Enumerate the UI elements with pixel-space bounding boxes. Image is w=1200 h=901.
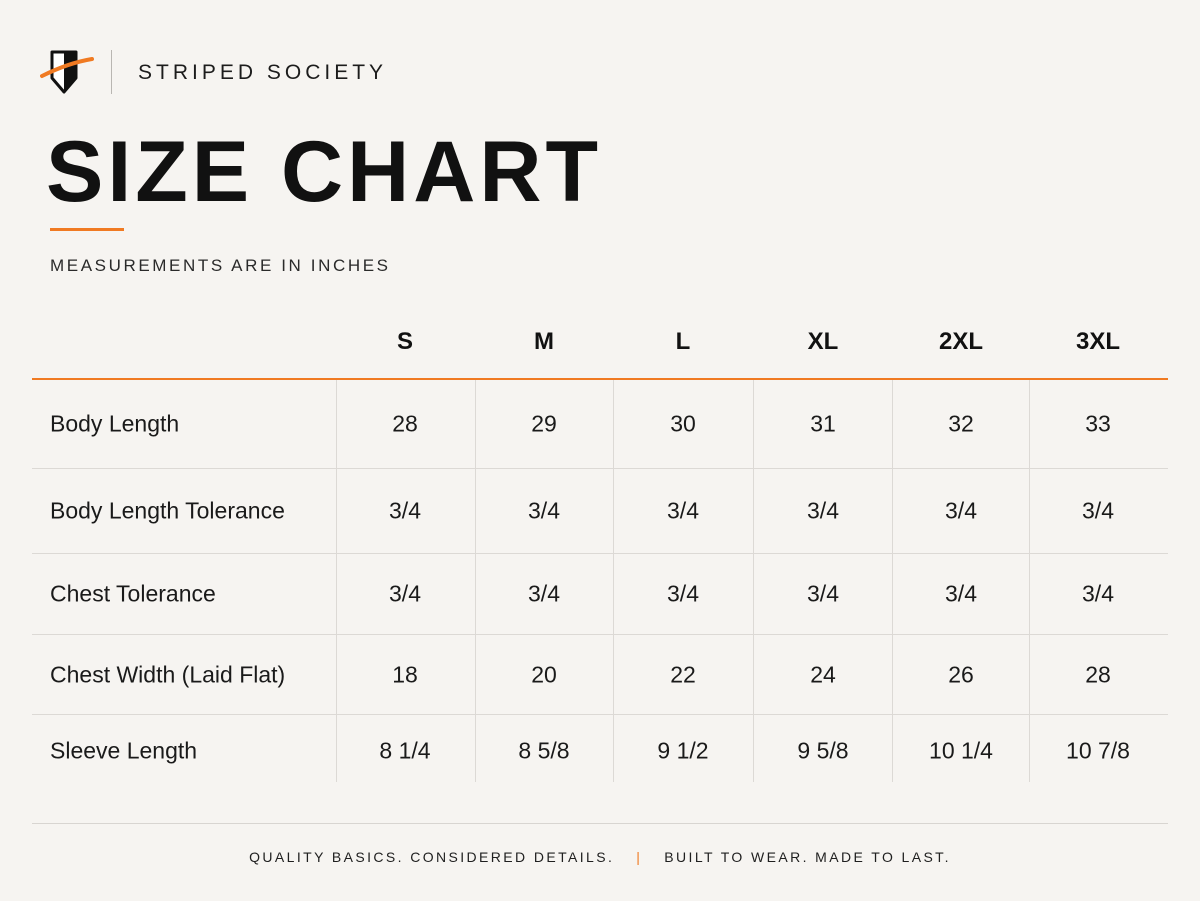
page-title: SIZE CHART [46,124,602,220]
table-cell: 10 1/4 [929,737,993,764]
footer-tagline-left: QUALITY BASICS. CONSIDERED DETAILS. [249,849,615,865]
table-row [32,380,1168,469]
row-label: Sleeve Length [50,737,198,764]
table-cell: 3/4 [1082,580,1114,607]
footer [0,849,1200,865]
table-cell: 30 [670,410,696,437]
brand-logo [40,48,96,94]
footer-separator: | [636,849,643,865]
size-header-l: L [675,328,691,355]
table-cell: 22 [670,661,696,687]
table-cell: 9 1/2 [657,737,709,764]
size-table [32,310,1168,787]
table-row [32,715,1168,787]
size-header-2xl: 2XL [938,328,984,355]
table-cell: 3/4 [667,497,699,524]
row-label: Body Length Tolerance [50,497,285,524]
column-divider [892,380,893,782]
row-label: Body Length [50,410,180,437]
column-divider [1029,380,1030,782]
table-cell: 10 7/8 [1066,737,1130,764]
table-cell: 3/4 [667,580,699,607]
table-cell: 28 [1085,661,1111,687]
footer-tagline-right: BUILT TO WEAR. MADE TO LAST. [664,849,951,865]
striped-shield-logo-icon [40,48,96,94]
table-cell: 3/4 [528,580,560,607]
table-cell: 3/4 [807,497,839,524]
table-cell: 29 [531,410,557,437]
column-divider [475,380,476,782]
table-cell: 24 [810,661,836,687]
column-divider [336,380,337,782]
column-divider [753,380,754,782]
table-body [32,380,1168,787]
table-cell: 20 [531,661,557,687]
size-header-3xl: 3XL [1075,328,1121,355]
table-cell: 31 [810,410,836,437]
table-cell: 3/4 [389,580,421,607]
size-header-s: S [396,328,414,355]
size-header-m: M [534,328,554,355]
footer-rule [32,823,1168,824]
table-cell: 28 [392,410,418,437]
brand-name: STRIPED SOCIETY [138,61,388,84]
table-cell: 8 1/4 [379,737,431,764]
table-cell: 3/4 [389,497,421,524]
row-label: Chest Tolerance [50,580,216,607]
table-cell: 8 5/8 [518,737,570,764]
table-cell: 3/4 [528,497,560,524]
table-row [32,554,1168,635]
page-subtitle: MEASUREMENTS ARE IN INCHES [50,256,391,275]
title-accent-rule [50,228,124,231]
table-cell: 18 [392,661,418,687]
table-cell: 32 [948,410,974,437]
table-cell: 3/4 [807,580,839,607]
table-cell: 9 5/8 [797,737,849,764]
table-cell: 3/4 [945,580,977,607]
table-cell: 33 [1085,410,1111,437]
table-header-row [32,310,1168,380]
table-cell: 3/4 [945,497,977,524]
table-cell: 3/4 [1082,497,1114,524]
table-row [32,635,1168,715]
size-header-xl: XL [807,328,839,355]
table-row [32,469,1168,554]
table-cell: 26 [948,661,974,687]
column-divider [613,380,614,782]
row-label: Chest Width (Laid Flat) [50,661,286,687]
brand-divider [111,50,112,94]
